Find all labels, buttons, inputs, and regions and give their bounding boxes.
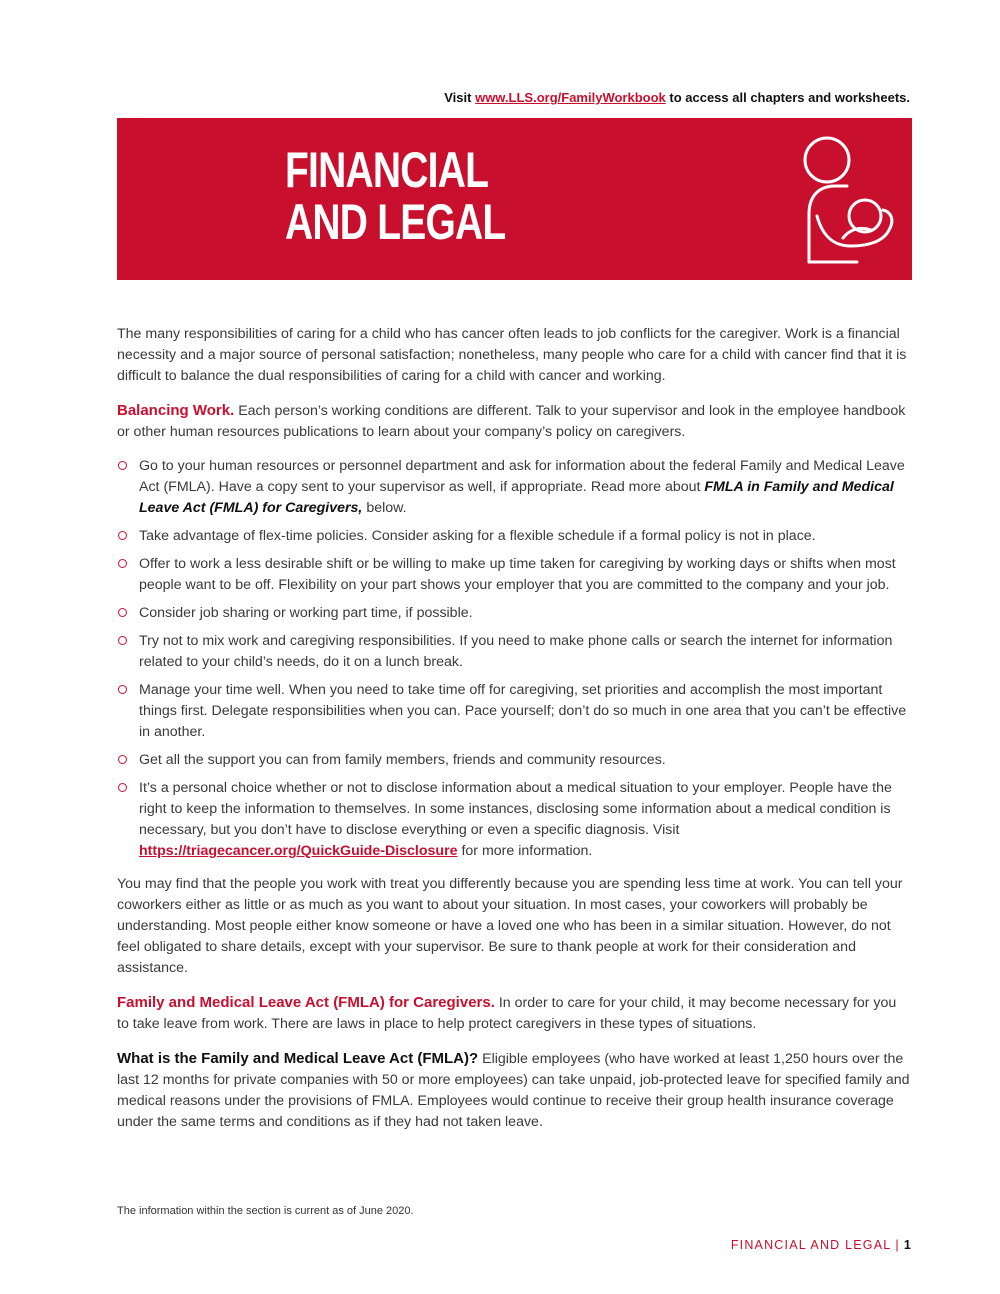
list-item — [117, 778, 912, 862]
tip-text: Go to your human resources or personnel department and ask for information about the federal Family and Medical Leave Act (FMLA). Have a copy sent to your supervisor as well, if appropriate. Read more about — [139, 458, 905, 495]
what-is-fmla-text: Eligible employees (who have worked at least 1,250 hours over the last 12 months for private companies with 50 or more employees) can take unpaid, job-protected leave for specified family and medical reasons under the provisions of FMLA. Employees would continue to receive their group health insurance coverage under the same terms and conditions as if they had not taken leave. — [117, 1051, 910, 1130]
chapter-body — [117, 324, 912, 1146]
balancing-work-paragraph — [117, 400, 912, 443]
fmla-paragraph — [117, 992, 912, 1035]
footer-separator: | — [895, 1238, 900, 1252]
bullet-circle-icon — [118, 783, 127, 792]
triage-cancer-link[interactable]: https://triagecancer.org/QuickGuide-Disclosure — [139, 843, 458, 859]
workbook-link[interactable]: www.LLS.org/FamilyWorkbook — [475, 90, 666, 105]
fmla-reference: FMLA in Family and Medical Leave Act (FMLA) for Caregivers, — [139, 479, 894, 516]
tip-text: Take advantage of flex-time policies. Consider asking for a flexible schedule if a formal policy is not in place. — [139, 528, 816, 544]
balancing-tips-list — [117, 456, 912, 862]
fmla-heading: Family and Medical Leave Act (FMLA) for Caregivers. — [117, 994, 495, 1011]
list-item — [117, 603, 912, 624]
list-item — [117, 750, 912, 771]
tip-text: Offer to work a less desirable shift or be willing to make up time taken for caregiving by working days or shifts when most people want to be off. Flexibility on your part shows your employer that you are committed to the company and your job. — [139, 556, 896, 593]
chapter-title-line1: FINANCIAL — [285, 142, 489, 198]
bullet-circle-icon — [118, 685, 127, 694]
bullet-circle-icon — [118, 559, 127, 568]
tip-text: Manage your time well. When you need to take time off for caregiving, set priorities and accomplish the most important things first. Delegate responsibilities when you can. Pace yourself; don’t do so much in one area that you can’t be effective in another. — [139, 682, 907, 740]
currency-footnote: The information within the section is current as of June 2020. — [117, 1205, 414, 1217]
chapter-title — [285, 144, 505, 248]
chapter-title-line2: AND LEGAL — [285, 194, 506, 250]
page-number: 1 — [903, 1238, 912, 1252]
list-item — [117, 456, 912, 519]
visit-prefix: Visit — [444, 90, 476, 105]
tip-text: It’s a personal choice whether or not to disclose information about a medical situation to your employer. People have the right to keep the information to themselves. In some instances, disclosing some information about a medical condition is necessary, but you don’t have to disclose everything or even a specific diagnosis. Visit — [139, 780, 892, 838]
list-item — [117, 526, 912, 547]
chapter-banner — [117, 118, 912, 280]
fmla-text: In order to care for your child, it may become necessary for you to take leave from work. There are laws in place to help protect caregivers in these types of situations. — [117, 995, 897, 1032]
what-is-fmla-paragraph — [117, 1048, 912, 1133]
footer-section-name: FINANCIAL AND LEGAL — [730, 1238, 892, 1252]
tip-text: Consider job sharing or working part time, if possible. — [139, 605, 473, 621]
bullet-circle-icon — [118, 531, 127, 540]
page-footer — [731, 1238, 912, 1252]
list-item — [117, 554, 912, 596]
list-item — [117, 631, 912, 673]
tip-text: Try not to mix work and caregiving responsibilities. If you need to make phone calls or search the internet for information related to your child’s needs, do it on a lunch break. — [139, 633, 893, 670]
intro-paragraph: The many responsibilities of caring for a child who has cancer often leads to job conflicts for the caregiver. Work is a financial necessity and a major source of personal satisfaction; nonetheless, many people who care for a child with cancer find that it is difficult to balance the dual responsibilities of caring for a child with cancer and working. — [117, 326, 907, 384]
visit-suffix: to access all chapters and worksheets. — [665, 90, 910, 105]
tip-text-after: below. — [362, 500, 407, 516]
tip-text: Get all the support you can from family members, friends and community resources. — [139, 752, 666, 768]
balancing-work-heading: Balancing Work. — [117, 402, 235, 419]
bullet-circle-icon — [118, 755, 127, 764]
what-is-fmla-heading: What is the Family and Medical Leave Act (FMLA)? — [117, 1050, 479, 1067]
balancing-work-text: Each person’s working conditions are different. Talk to your supervisor and look in the employee handbook or other human resources publications to learn about your company’s policy on caregivers. — [117, 403, 906, 440]
bullet-circle-icon — [118, 461, 127, 470]
tip-text-after: for more information. — [457, 843, 593, 859]
parent-holding-child-icon — [787, 130, 899, 270]
workbook-link-note — [444, 90, 910, 105]
bullet-circle-icon — [118, 608, 127, 617]
bullet-circle-icon — [118, 636, 127, 645]
coworkers-paragraph: You may find that the people you work with treat you differently because you are spending less time at work. You can tell your coworkers either as little or as much as you want to about your situation. In most cases, your coworkers will probably be understanding. Most people either know someone or have a loved one who has been in a similar situation. However, do not feel obligated to share details, except with your supervisor. Be sure to thank people at work for their consideration and assistance. — [117, 876, 903, 976]
list-item — [117, 680, 912, 743]
